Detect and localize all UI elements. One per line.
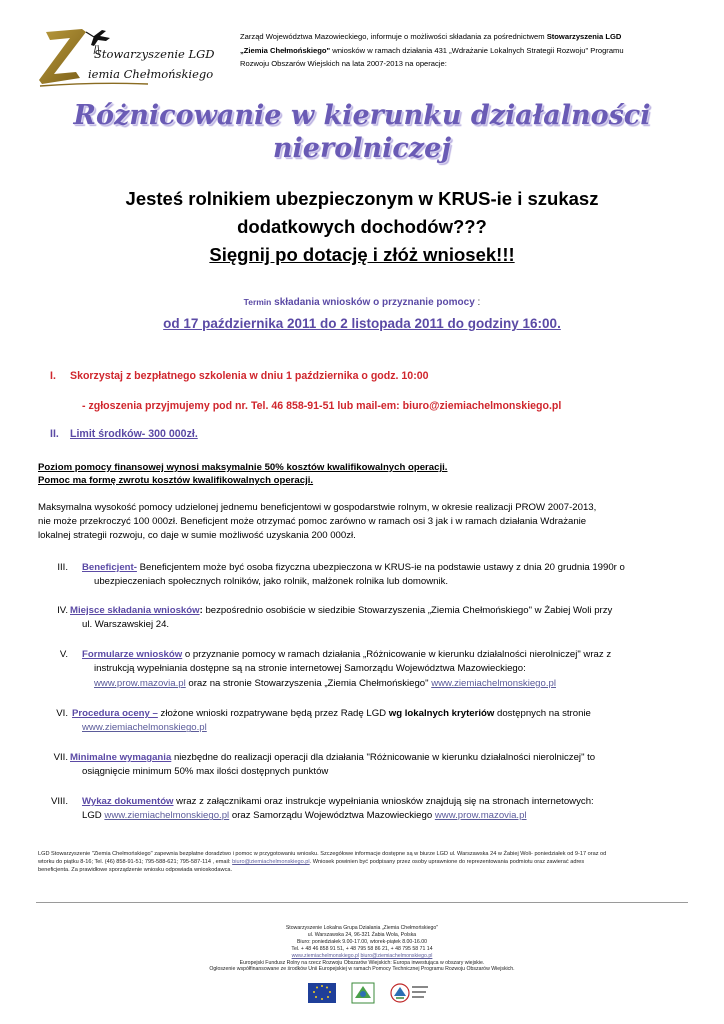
header-line3: Rozwoju Obszarów Wiejskich na lata 2007-2013 na operacje: xyxy=(240,59,447,68)
section-evaluation-procedure: VI. Procedura oceny – złożone wnioski rozpatrywane będą przez Radę LGD wg lokalnych kryteriów dostępnych na stronie www.ziemiachelmonskiego.pl xyxy=(56,708,591,734)
footnote-email-link[interactable]: biuro@ziemiachelmonskiego.pl xyxy=(232,859,310,866)
subtitle: Jesteś rolnikiem ubezpieczonym w KRUS-ie i szukasz dodatkowych dochodów??? Sięgnij po dotację i złóż wniosek!!! xyxy=(125,188,599,265)
section-training-contact: - zgłoszenia przyjmujemy pod nr. Tel. 46 858-91-51 lub mail-em: biuro@ziemiachelmonskiego.pl xyxy=(82,400,562,412)
deadline-label: Termin składania wniosków o przyznanie pomocy : xyxy=(243,297,481,308)
logo-line1: Stowarzyszenie LGD xyxy=(94,47,215,61)
footnote: LGD Stowarzyszenie "Ziemia Chełmońskiego" zapewnia bezpłatne doradztwo i pomoc w przygotowaniu wniosku. Szczegółowe informacje dostępne są w biurze LGD ul. Warszawska 24 w Żabiej Woli- poniedziałek od 9-17 oraz od wtorku do piątku 8-16; Tel. (46) 858-91-51; 795-588-621; 795-587-114 , email: biuro@ziemiachelmonskiego.pl. Wniosek powinien być podpisany przez osoby uprawnione do reprezentowania podmiotu oraz zawierać adres beneficjenta. Za prawidłowe sporządzenie wniosku odpowiada wnioskodawca. xyxy=(38,851,607,874)
lgd-criteria-link[interactable]: www.ziemiachelmonskiego.pl xyxy=(82,722,207,734)
lgd-docs-link[interactable]: www.ziemiachelmonskiego.pl xyxy=(104,810,230,822)
funding-logos xyxy=(300,980,440,1010)
prow-logo-icon xyxy=(391,984,428,1002)
lgd-link[interactable]: www.ziemiachelmonskiego.pl xyxy=(431,677,556,689)
section-document-list: VIII. Wykaz dokumentów wraz z załącznikami oraz instrukcje wypełniania wniosków znajdują się na stronach internetowych: LGD www.ziemiachelmonskiego.pl oraz Samorządu Województwa Mazowieckiego www.prow.mazovia.pl xyxy=(50,796,594,822)
logo-graphic xyxy=(36,26,224,90)
footer-address: Stowarzyszenie Lokalna Grupa Działania „Ziemia Chełmońskiego" ul. Warszawska 24, 96-321 Żabia Wola, Polska Biuro: poniedziałek 9.00-17.00, wtorek-piątek 8.00-16.00 Tel. + 48 46 858 91 51, + 48 795 58 86 21, + 48 795 58 71 14 www.ziemiachelmonskiego.pl biuro@ziemiachelmonskiego.pl Europejski Fundusz Rolny na rzecz Rozwoju Obszarów Wiejskich: Europa inwestująca w obszary wiejskie. Ogłoszenie współfinansowane ze środków Unii Europejskiej w ramach Pomocy Technicznej Programu Rozwoju Obszarów Wiejskich. xyxy=(209,925,515,973)
section-funds-limit: II. Limit środków- 300 000zł. xyxy=(50,428,198,440)
footer-web-link[interactable]: www.ziemiachelmonskiego.pl xyxy=(291,952,360,959)
section-training: I. Skorzystaj z bezpłatnego szkolenia w dniu 1 października o godz. 10:00 xyxy=(50,370,429,382)
eu-flag-icon xyxy=(308,983,336,1003)
logo-line2: iemia Chełmońskiego xyxy=(88,67,214,81)
aid-level-note: Poziom pomocy finansowej wynosi maksymalnie 50% kosztów kwalifikowalnych operacji. Pomoc ma formę zwrotu kosztów kwalifikowalnych operacji. xyxy=(38,462,448,486)
section-beneficiary: III. Beneficjent- Beneficjentem może być osoba fizyczna ubezpieczona w KRUS-ie na podstawie ustawy z dnia 20 grudnia 1990r o ubezpieczeniach społecznych rolników, jako rolnik, małżonek rolnika lub domownik. xyxy=(57,562,625,588)
header-line2: „Ziemia Chełmońskiego" wniosków w ramach działania 431 „Wdrażanie Lokalnych Strategii Rozwoju" Programu xyxy=(240,45,624,55)
leader-logo-icon xyxy=(352,983,374,1003)
section-minimum-requirements: VII. Minimalne wymagania niezbędne do realizacji operacji dla działania "Różnicowanie w kierunku działalności nierolniczej" to osiągnięcie minimum 50% max ilości dostępnych punktów xyxy=(53,752,596,778)
prow-docs-link[interactable]: www.prow.mazovia.pl xyxy=(434,810,527,822)
max-aid-paragraph: Maksymalna wysokość pomocy udzielonej jednemu beneficjentowi w gospodarstwie rolnym, w okresie realizacji PROW 2007-2013, nie może przekroczyć 100 000zł. Beneficjent może otrzymać pomoc zarówno w ramach osi 3 jak i w ramach działania Wdrażanie lokalnej strategii rozwoju, co daje w sumie możliwość uzyskania 200 000zł. xyxy=(38,502,597,542)
header-notice xyxy=(240,30,692,71)
lgd-logo xyxy=(36,26,224,90)
header-line1: Zarząd Województwa Mazowieckiego, informuje o możliwości składania za pośrednictwem Stowarzyszenia LGD xyxy=(240,32,622,41)
section-submission-place: IV. Miejsce składania wniosków: bezpośrednio osobiście w siedzibie Stowarzyszenia „Ziemia Chełmońskiego" w Żabiej Woli przy ul. Warszawskiej 24. xyxy=(57,605,613,631)
footer-divider xyxy=(36,902,688,903)
prow-link[interactable]: www.prow.mazovia.pl xyxy=(94,677,186,689)
section-application-forms: V. Formularze wniosków o przyznanie pomocy w ramach działania „Różnicowanie w kierunku działalności nierolniczej" wraz z instrukcją wypełniania dostępne są na stronie internetowej Samorządu Województwa Mazowieckiego: www.prow.mazovia.pl oraz na stronie Stowarzyszenia „Ziemia Chełmońskiego" www.ziemiachelmonskiego.pl xyxy=(59,649,612,689)
page-title: Różnicowanie w kierunku działalności nierolniczej xyxy=(73,100,651,164)
footer-email-link[interactable]: biuro@ziemiachelmonskiego.pl xyxy=(360,952,433,959)
deadline-dates: od 17 października 2011 do 2 listopada 2011 do godziny 16:00. xyxy=(163,316,561,331)
